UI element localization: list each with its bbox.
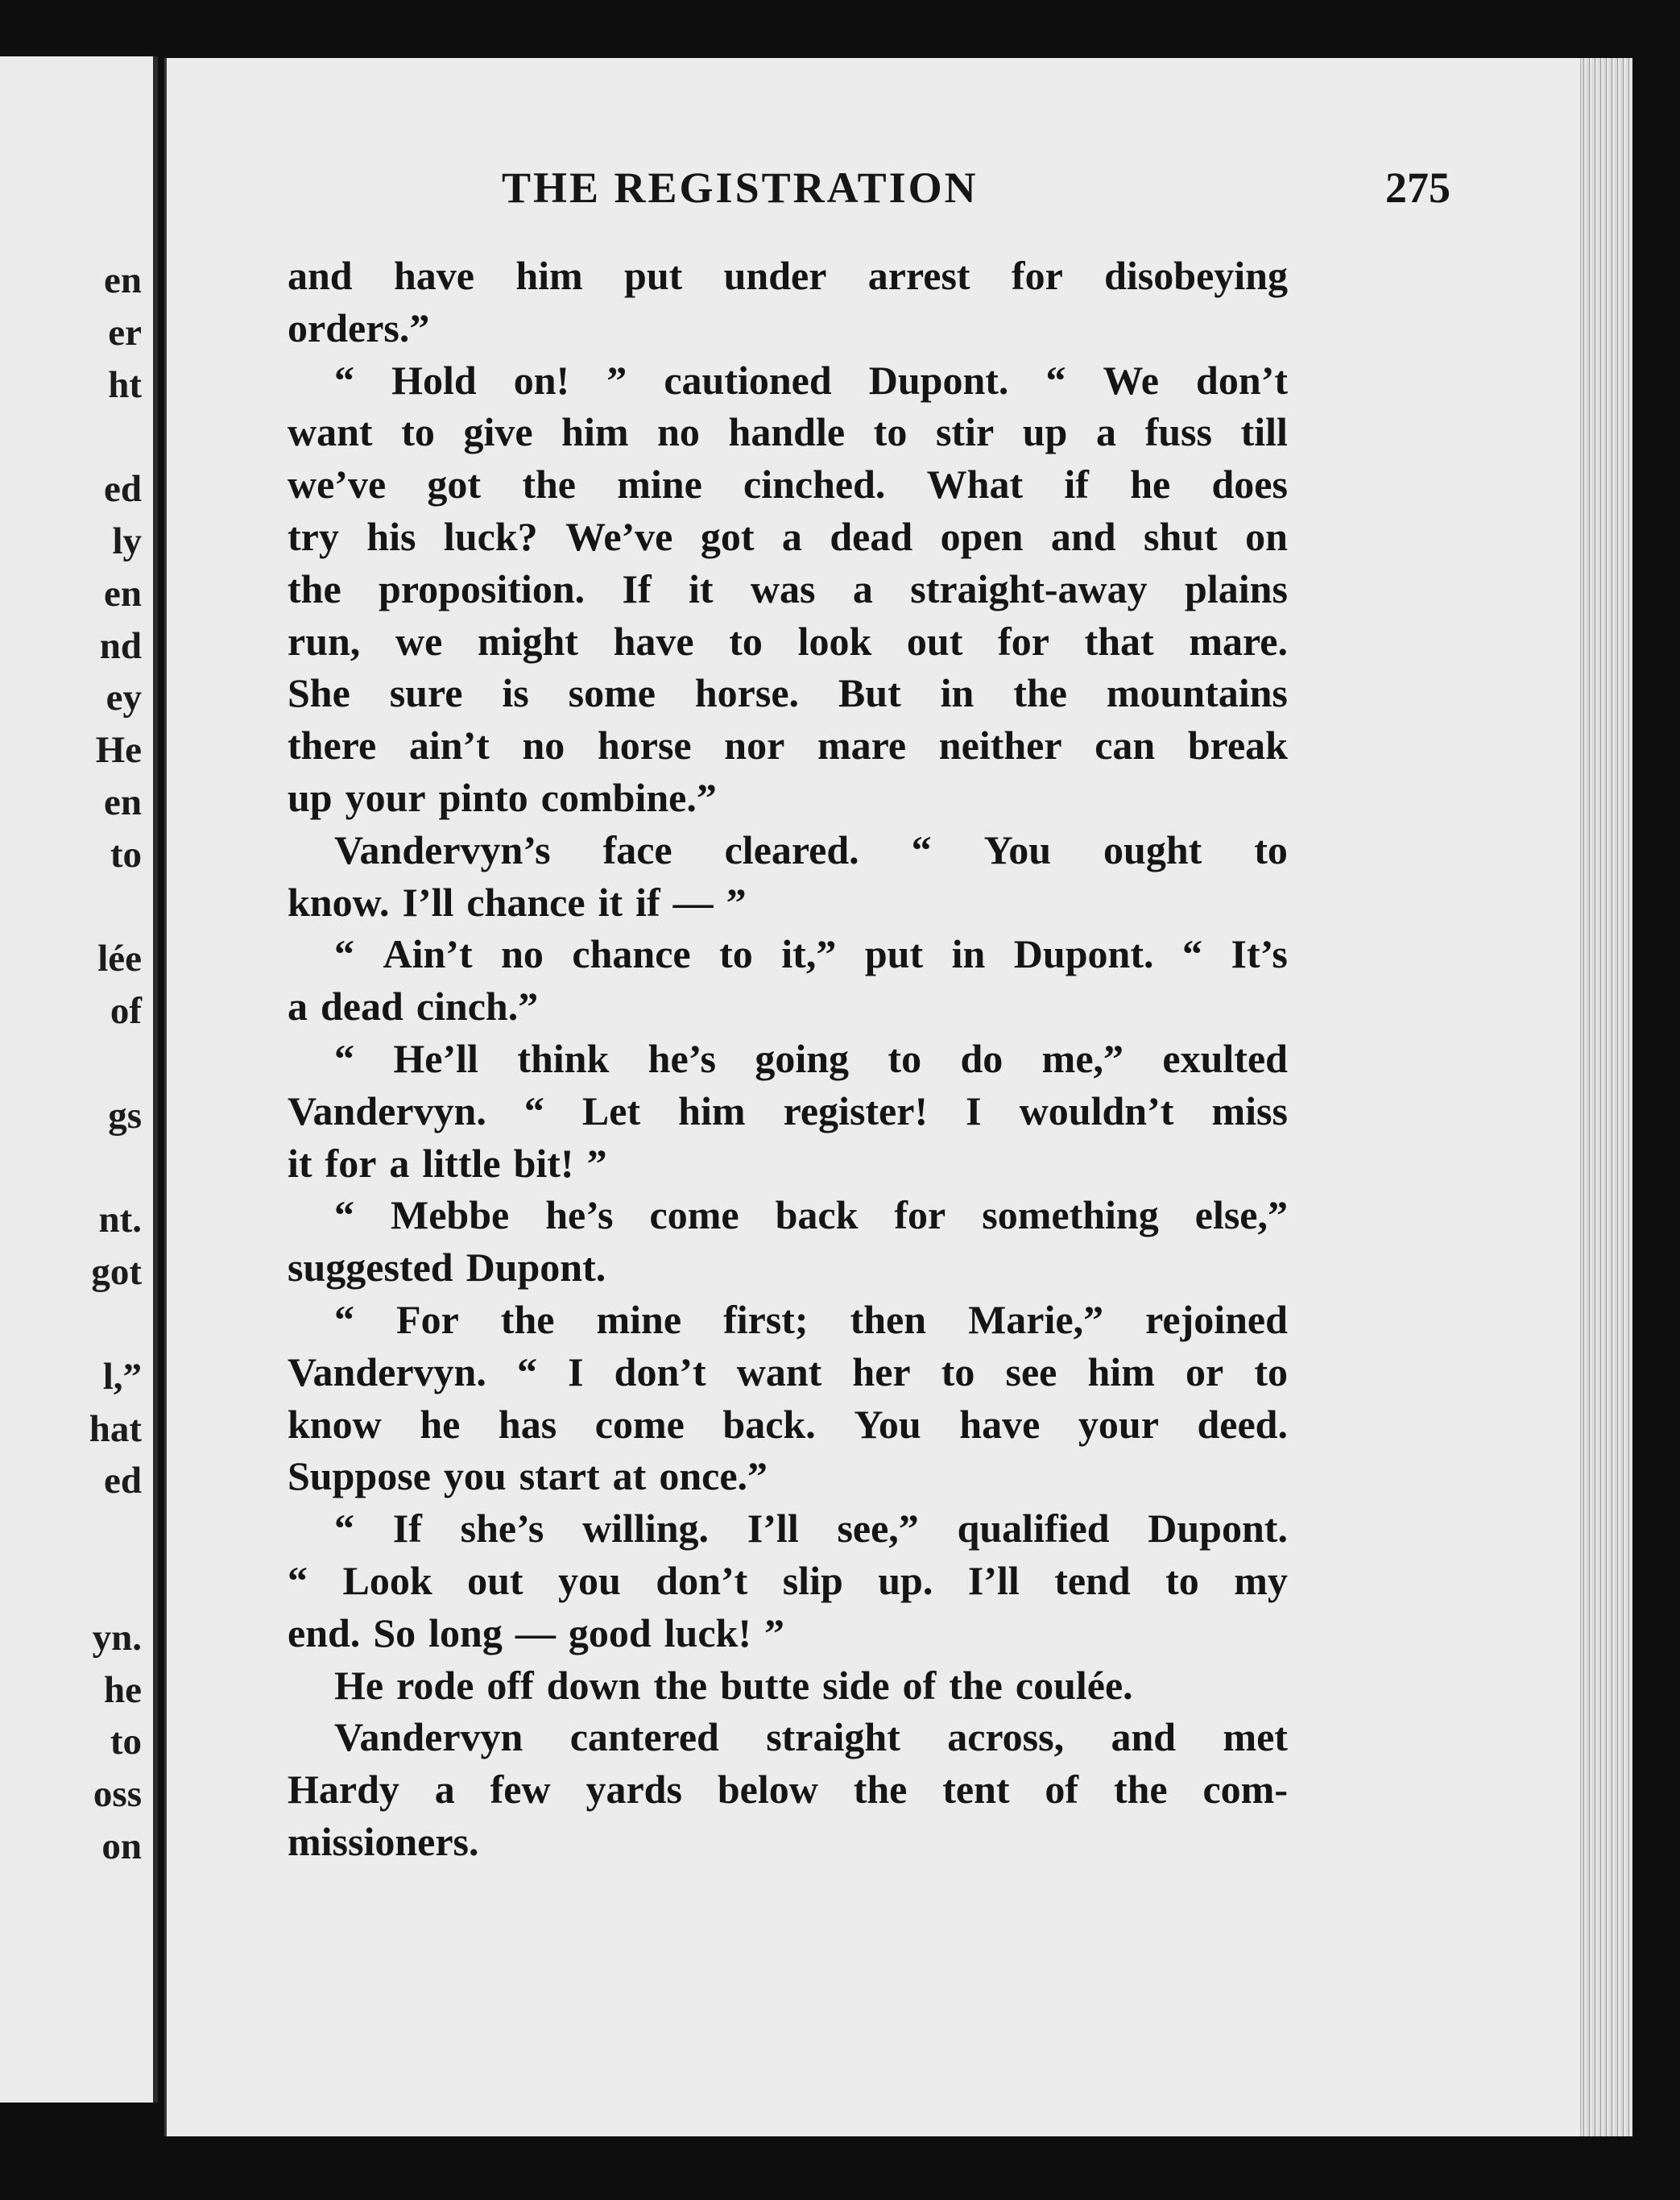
word: good xyxy=(568,1610,652,1655)
word: have xyxy=(393,253,474,298)
word: cautioned xyxy=(664,357,832,403)
word: out xyxy=(906,618,963,664)
previous-page-fragment: lée xyxy=(97,938,142,980)
previous-page-fragment: on xyxy=(101,1825,142,1867)
word: register! xyxy=(783,1088,929,1133)
word: back xyxy=(775,1192,859,1238)
word: him xyxy=(515,253,583,298)
word: no xyxy=(657,409,700,455)
word: got xyxy=(700,513,755,559)
word: She xyxy=(288,670,350,716)
word: Vandervyn’s xyxy=(334,827,551,872)
word: dead xyxy=(321,984,403,1030)
word: want xyxy=(736,1349,822,1394)
word: in xyxy=(951,931,986,977)
word: He xyxy=(334,1662,384,1708)
word: proposition. xyxy=(379,566,586,611)
word: I’ll xyxy=(747,1506,799,1552)
word: the xyxy=(500,1296,555,1342)
text-line xyxy=(288,1241,1288,1294)
word: disobeying xyxy=(1104,253,1288,298)
word: you xyxy=(558,1557,621,1603)
word: was xyxy=(750,566,816,611)
word: If xyxy=(392,1506,422,1552)
word: to xyxy=(1254,827,1288,872)
word: see xyxy=(1005,1349,1057,1394)
word: don’t xyxy=(656,1557,748,1603)
word: “ xyxy=(334,1192,354,1238)
word: Let xyxy=(581,1088,641,1133)
word: Ain’t xyxy=(383,931,473,977)
word: him xyxy=(678,1088,746,1133)
word: out xyxy=(467,1557,523,1603)
word: back. xyxy=(722,1401,816,1447)
word: it xyxy=(689,566,714,611)
word: of xyxy=(902,1662,937,1708)
word: Vandervyn. xyxy=(288,1088,486,1133)
word: mare xyxy=(817,723,907,769)
word: arrest xyxy=(867,253,970,298)
word: com- xyxy=(1202,1767,1288,1813)
text-line xyxy=(288,1294,1288,1346)
word: the xyxy=(1013,670,1067,716)
text-line xyxy=(288,667,1288,719)
word: look xyxy=(797,618,872,664)
word: for xyxy=(1011,253,1063,298)
word: run, xyxy=(288,618,361,664)
word: across, xyxy=(947,1714,1065,1760)
word: orders.” xyxy=(288,305,430,350)
word: ” xyxy=(764,1610,784,1655)
word: “ xyxy=(334,1296,354,1342)
text-line xyxy=(288,1085,1288,1137)
word: you xyxy=(443,1453,507,1499)
word: straight-away xyxy=(910,566,1148,611)
text-line xyxy=(288,302,1288,354)
word: on xyxy=(1245,513,1288,559)
word: below xyxy=(717,1767,818,1813)
previous-page-fragment: ed xyxy=(104,468,142,511)
word: to xyxy=(1254,1349,1288,1394)
word: her xyxy=(852,1349,911,1394)
word: think xyxy=(517,1035,610,1081)
word: — xyxy=(515,1610,556,1655)
word: pinto xyxy=(438,774,528,820)
word: the xyxy=(949,1662,1003,1708)
word: it xyxy=(288,1140,312,1186)
text-line xyxy=(288,406,1288,458)
text-line xyxy=(288,1189,1288,1241)
word: butte xyxy=(720,1662,810,1708)
word: Look xyxy=(342,1557,432,1603)
word: a xyxy=(1095,409,1116,455)
word: if xyxy=(635,879,660,925)
word: slip xyxy=(782,1557,843,1603)
word: know. xyxy=(288,879,390,925)
text-line xyxy=(288,1137,1288,1190)
word: Hold xyxy=(391,357,477,403)
word: horse. xyxy=(694,670,800,716)
previous-page-fragment: oss xyxy=(93,1773,142,1816)
text-line xyxy=(288,615,1288,668)
word: cleared. xyxy=(724,827,859,872)
previous-page-fragment: en xyxy=(104,781,142,823)
word: a xyxy=(852,566,873,611)
word: Mebbe xyxy=(391,1192,510,1238)
word: no xyxy=(501,931,544,977)
word: till xyxy=(1240,409,1288,455)
word: and xyxy=(288,253,353,298)
word: Vandervyn xyxy=(334,1714,523,1760)
word: to xyxy=(401,409,435,455)
previous-page-fragment: en xyxy=(104,572,142,615)
word: ” xyxy=(726,879,747,925)
word: Dupont. xyxy=(1148,1506,1288,1552)
word: ought xyxy=(1103,827,1202,872)
word: have xyxy=(959,1401,1041,1447)
word: to xyxy=(719,931,753,977)
previous-page-fragment: to xyxy=(110,1721,142,1763)
word: his xyxy=(366,513,416,559)
word: he’s xyxy=(545,1192,614,1238)
text-line xyxy=(288,1555,1288,1607)
word: rejoined xyxy=(1145,1296,1288,1342)
word: But xyxy=(838,670,901,716)
word: So xyxy=(373,1610,416,1655)
word: long xyxy=(428,1610,503,1655)
text-line xyxy=(288,354,1288,407)
word: What xyxy=(926,462,1024,508)
word: come xyxy=(649,1192,739,1238)
word: rode xyxy=(396,1662,474,1708)
word: fuss xyxy=(1144,409,1212,455)
word: he’s xyxy=(648,1035,716,1081)
word: him xyxy=(1087,1349,1155,1394)
text-line xyxy=(288,1450,1288,1502)
word: yards xyxy=(586,1767,682,1813)
word: give xyxy=(463,409,533,455)
word: off xyxy=(486,1662,534,1708)
word: your xyxy=(345,774,426,820)
previous-page-edge xyxy=(0,56,158,2103)
word: break xyxy=(1187,723,1288,769)
word: You xyxy=(983,827,1052,872)
word: up xyxy=(288,774,333,820)
word: Vandervyn. xyxy=(288,1349,486,1394)
running-title: THE REGISTRATION xyxy=(502,164,979,212)
word: mine xyxy=(596,1296,682,1342)
text-line xyxy=(288,1398,1288,1451)
text-line xyxy=(288,1763,1288,1816)
word: exulted xyxy=(1162,1035,1288,1081)
previous-page-fragment: ey xyxy=(106,677,142,719)
text-line xyxy=(288,1607,1288,1659)
previous-page-fragment: ht xyxy=(108,363,142,406)
word: We’ve xyxy=(565,513,673,559)
word: me,” xyxy=(1041,1035,1124,1081)
word: going xyxy=(755,1035,850,1081)
word: nor xyxy=(724,723,785,769)
word: to xyxy=(873,409,908,455)
word: in xyxy=(940,670,974,716)
word: is xyxy=(502,670,529,716)
word: don’t xyxy=(614,1349,706,1394)
word: met xyxy=(1223,1714,1288,1760)
word: “ xyxy=(334,357,354,403)
word: few xyxy=(490,1767,551,1813)
word: combine.” xyxy=(540,774,717,820)
previous-page-fragment: got xyxy=(91,1251,142,1294)
word: he xyxy=(420,1401,461,1447)
word: the xyxy=(288,566,341,611)
word: luck! xyxy=(664,1610,751,1655)
word: put xyxy=(864,931,924,977)
word: at xyxy=(612,1453,647,1499)
word: my xyxy=(1234,1557,1288,1603)
word: For xyxy=(396,1296,459,1342)
word: “ xyxy=(516,1349,537,1394)
word: willing. xyxy=(582,1506,710,1552)
text-line xyxy=(288,928,1288,980)
word: got xyxy=(427,462,482,508)
word: the xyxy=(522,462,576,508)
text-line xyxy=(288,1033,1288,1085)
word: “ xyxy=(334,931,354,977)
word: shut xyxy=(1143,513,1218,559)
text-line xyxy=(288,1502,1288,1555)
word: down xyxy=(546,1662,641,1708)
previous-page-fragment: he xyxy=(104,1668,142,1711)
word: some xyxy=(568,670,656,716)
text-line xyxy=(288,563,1288,615)
word: mare. xyxy=(1189,618,1288,664)
page-edge-hatching xyxy=(1580,58,1632,2136)
text-line xyxy=(288,1711,1288,1763)
word: horse xyxy=(597,723,692,769)
text-line xyxy=(288,458,1288,511)
word: for xyxy=(325,1140,377,1186)
word: mountains xyxy=(1106,670,1288,716)
word: to xyxy=(888,1035,922,1081)
word: something xyxy=(982,1192,1159,1238)
word: I xyxy=(568,1349,584,1394)
previous-page-fragment: yn. xyxy=(92,1616,142,1659)
text-line xyxy=(288,511,1288,563)
word: can xyxy=(1094,723,1156,769)
word: and xyxy=(1111,1714,1177,1760)
word: “ xyxy=(911,827,932,872)
word: — xyxy=(672,879,714,925)
word: open xyxy=(940,513,1024,559)
page-header xyxy=(284,163,1450,219)
word: qualified xyxy=(957,1506,1110,1552)
previous-page-fragment: ed xyxy=(104,1460,142,1502)
word: face xyxy=(602,827,672,872)
previous-page-fragment: nt. xyxy=(98,1199,142,1241)
word: and xyxy=(1050,513,1116,559)
word: know xyxy=(288,1401,382,1447)
word: he xyxy=(1130,462,1171,508)
word: under xyxy=(723,253,827,298)
word: cinched. xyxy=(743,462,886,508)
word: of xyxy=(1045,1767,1079,1813)
word: Dupont. xyxy=(868,357,1009,403)
word: put xyxy=(624,253,683,298)
text-line xyxy=(288,824,1288,876)
word: If xyxy=(622,566,652,611)
word: I’ll xyxy=(402,879,454,925)
word: “ xyxy=(523,1088,544,1133)
word: try xyxy=(288,513,339,559)
previous-page-fragment: hat xyxy=(89,1407,142,1450)
word: come xyxy=(594,1401,685,1447)
word: up xyxy=(1022,409,1068,455)
word: your xyxy=(1078,1401,1159,1447)
word: suggested xyxy=(288,1245,453,1291)
word: missioners. xyxy=(288,1818,479,1864)
word: You xyxy=(854,1401,921,1447)
word: dead xyxy=(830,513,913,559)
word: Hardy xyxy=(288,1767,399,1813)
word: cinch.” xyxy=(416,984,539,1030)
word: or xyxy=(1185,1349,1224,1394)
word: has xyxy=(498,1401,557,1447)
word: else,” xyxy=(1194,1192,1288,1238)
word: the xyxy=(653,1662,708,1708)
previous-page-fragment: of xyxy=(110,990,142,1033)
text-line xyxy=(288,250,1288,302)
word: might xyxy=(477,618,578,664)
text-line xyxy=(288,719,1288,772)
previous-page-fragment: er xyxy=(108,311,142,354)
word: plains xyxy=(1185,566,1288,611)
word: deed. xyxy=(1197,1401,1288,1447)
word: for xyxy=(998,618,1049,664)
text-line xyxy=(288,1659,1288,1712)
word: “ xyxy=(1181,931,1202,977)
word: handle xyxy=(728,409,846,455)
book-page xyxy=(164,58,1632,2136)
previous-page-fragment: en xyxy=(104,259,142,301)
word: miss xyxy=(1211,1088,1288,1133)
word: I’ll xyxy=(967,1557,1020,1603)
text-line xyxy=(288,772,1288,824)
word: up. xyxy=(878,1557,933,1603)
word: It’s xyxy=(1231,931,1288,977)
word: have xyxy=(613,618,694,664)
previous-page-fragment: He xyxy=(95,729,142,772)
word: a xyxy=(434,1767,455,1813)
word: We xyxy=(1103,357,1159,403)
word: ” xyxy=(606,357,627,403)
previous-page-fragment: ly xyxy=(112,520,142,562)
word: once.” xyxy=(659,1453,768,1499)
word: a xyxy=(781,513,802,559)
word: no xyxy=(522,723,565,769)
word: to xyxy=(941,1349,975,1394)
word: it xyxy=(598,879,623,925)
word: we xyxy=(395,618,443,664)
word: ” xyxy=(586,1140,607,1186)
word: chance xyxy=(466,879,586,925)
word: neither xyxy=(938,723,1062,769)
word: to xyxy=(1165,1557,1199,1603)
word: bit! xyxy=(513,1140,574,1186)
word: chance xyxy=(572,931,691,977)
word: first; xyxy=(723,1296,809,1342)
word: “ xyxy=(334,1506,354,1552)
word: mine xyxy=(617,462,702,508)
word: Suppose xyxy=(288,1453,431,1499)
word: that xyxy=(1084,618,1154,664)
word: side xyxy=(822,1662,890,1708)
text-line xyxy=(288,1816,1288,1868)
body-text xyxy=(288,250,1288,1868)
word: then xyxy=(850,1296,927,1342)
word: want xyxy=(288,409,373,455)
text-line xyxy=(288,1346,1288,1398)
page-number: 275 xyxy=(1385,164,1450,212)
word: Dupont. xyxy=(466,1245,606,1291)
word: “ xyxy=(288,1557,308,1603)
word: coulée. xyxy=(1015,1662,1133,1708)
word: if xyxy=(1064,462,1089,508)
previous-page-fragment: l,” xyxy=(102,1355,142,1398)
word: I xyxy=(966,1088,982,1133)
word: “ xyxy=(1045,357,1066,403)
word: for xyxy=(894,1192,946,1238)
word: sure xyxy=(389,670,463,716)
previous-page-fragment: to xyxy=(110,833,142,876)
word: there xyxy=(288,723,377,769)
word: end. xyxy=(288,1610,361,1655)
word: start xyxy=(519,1453,600,1499)
previous-page-fragment: gs xyxy=(108,1094,142,1137)
word: tend xyxy=(1054,1557,1131,1603)
text-line xyxy=(288,980,1288,1033)
word: do xyxy=(960,1035,1003,1081)
word: a xyxy=(389,1140,410,1186)
word: straight xyxy=(766,1714,900,1760)
word: the xyxy=(853,1767,908,1813)
word: on! xyxy=(513,357,570,403)
word: cantered xyxy=(569,1714,719,1760)
word: stir xyxy=(935,409,995,455)
word: ain’t xyxy=(408,723,490,769)
word: tent xyxy=(942,1767,1010,1813)
word: the xyxy=(1113,1767,1168,1813)
word: little xyxy=(422,1140,501,1186)
text-line xyxy=(288,876,1288,929)
word: see,” xyxy=(837,1506,919,1552)
word: “ xyxy=(334,1035,354,1081)
word: Dupont. xyxy=(1013,931,1154,977)
word: luck? xyxy=(443,513,538,559)
word: He’ll xyxy=(393,1035,478,1081)
word: to xyxy=(729,618,763,664)
word: him xyxy=(561,409,629,455)
previous-page-fragment: nd xyxy=(99,624,142,667)
word: does xyxy=(1211,462,1288,508)
word: we’ve xyxy=(288,462,387,508)
word: it,” xyxy=(781,931,837,977)
word: wouldn’t xyxy=(1019,1088,1174,1133)
word: she’s xyxy=(460,1506,544,1552)
word: a xyxy=(288,984,308,1030)
word: don’t xyxy=(1196,357,1288,403)
word: Marie,” xyxy=(968,1296,1104,1342)
